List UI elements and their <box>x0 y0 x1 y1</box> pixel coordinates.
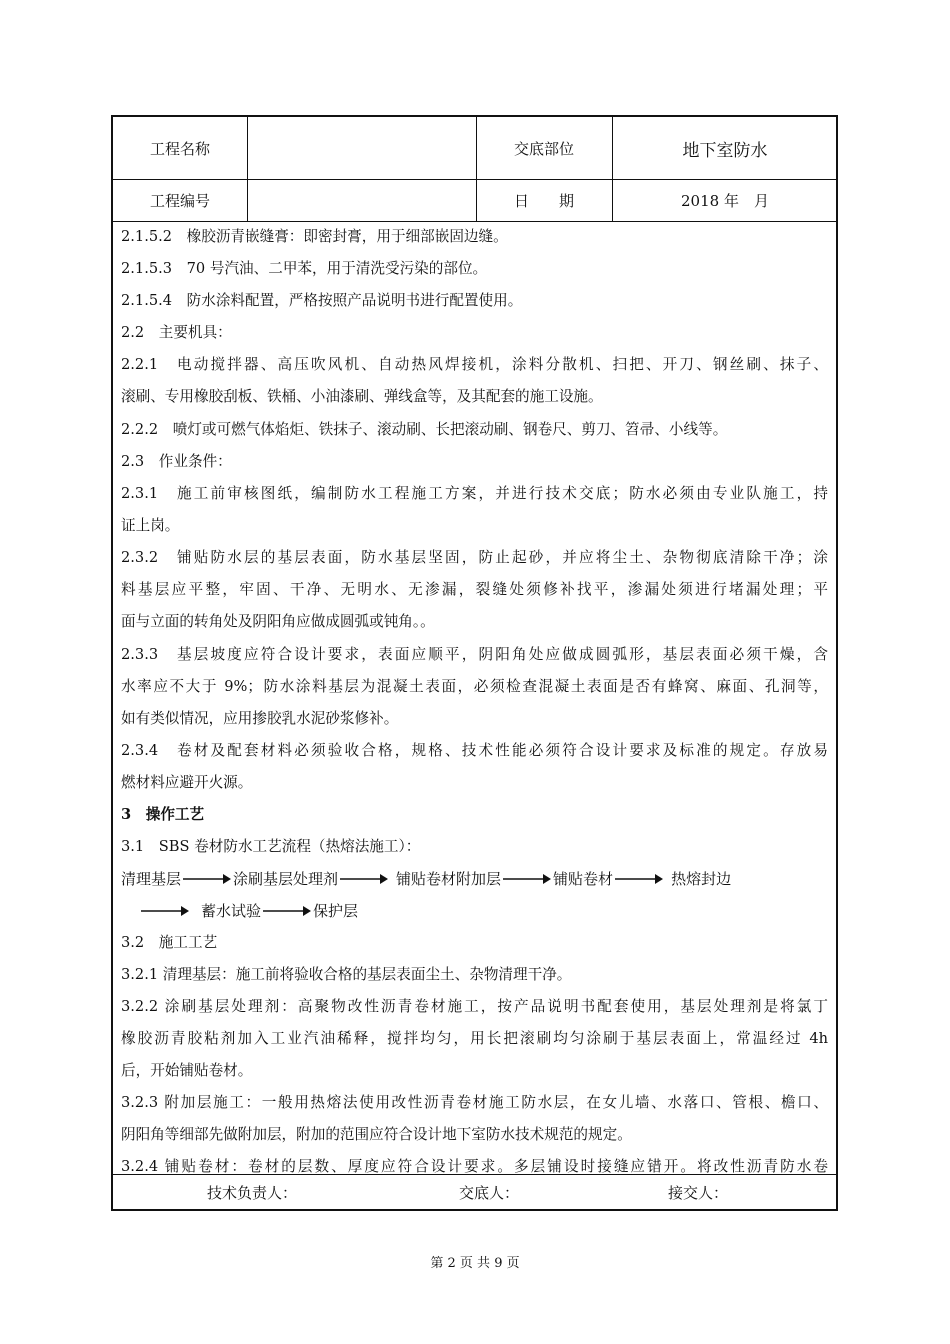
location-label: 交底部位 <box>513 139 574 158</box>
text-line: 2.2.1 电动搅拌器、高压吹风机、自动热风焊接机，涂料分散机、扫把、开刀、钢丝刷、抹子、 <box>121 356 828 373</box>
date-label: 日 期 <box>513 191 574 210</box>
arrow-right-icon <box>183 872 231 886</box>
text-line: 料基层应平整，牢固、干净、无明水、无渗漏，裂缝处须修补找平，渗漏处须进行堵漏处理；平 <box>121 581 828 598</box>
page-number: 第 2 页 共 9 页 <box>430 1256 520 1271</box>
text-line: 2.3.1 施工前审核图纸，编制防水工程施工方案，并进行技术交底；防水必须由专业队施工，持 <box>121 485 828 502</box>
flow-step: 铺贴卷材附加层 <box>396 870 502 888</box>
text-line: 2.3.2 铺贴防水层的基层表面，防水基层坚固，防止起砂，并应将尘土、杂物彻底清除干净；涂 <box>121 549 828 566</box>
arrow-right-icon <box>141 904 189 918</box>
text-line: 3.2.2 涂刷基层处理剂：高聚物改性沥青卷材施工，按产品说明书配套使用，基层处理剂是将氯丁 <box>121 998 828 1015</box>
text-line: 水率应不大于 9%；防水涂料基层为混凝土表面，必须检查混凝土表面是否有蜂窝、麻面、孔洞等， <box>121 678 828 695</box>
flow-step: 涂刷基层处理剂 <box>233 870 339 888</box>
process-flow-row-2 <box>121 895 828 927</box>
text-line: 2.3.4 卷材及配套材料必须验收合格，规格、技术性能必须符合设计要求及标准的规定。存放易 <box>121 742 828 759</box>
arrow-right-icon <box>263 904 311 918</box>
project-no-label: 工程编号 <box>149 191 210 210</box>
text-line: 3.1 SBS 卷材防水工艺流程（热熔法施工）： <box>121 838 421 855</box>
text-line: 后，开始铺贴卷材。 <box>121 1062 253 1079</box>
text-line: 阴阳角等细部先做附加层，附加的范围应符合设计地下室防水技术规范的规定。 <box>121 1126 632 1143</box>
section-heading: 3 操作工艺 <box>121 806 205 823</box>
flow-step: 保护层 <box>313 902 359 920</box>
disclosure-form <box>111 115 838 1211</box>
text-line: 2.1.5.2 橡胶沥青嵌缝膏：即密封膏，用于细部嵌固边缝。 <box>121 228 508 245</box>
presenter-signature: 交底人： <box>459 1184 520 1202</box>
text-line: 3.2 施工工艺 <box>121 934 218 951</box>
text-line: 2.2.2 喷灯或可燃气体焰炬、铁抹子、滚动刷、长把滚动刷、钢卷尺、剪刀、笤帚、小线等。 <box>121 421 728 438</box>
flow-step: 蓄水试验 <box>201 902 262 920</box>
text-line: 2.2 主要机具： <box>121 324 232 341</box>
signature-row <box>113 1174 836 1209</box>
arrow-right-icon <box>340 872 388 886</box>
flow-step: 铺贴卷材 <box>553 870 614 888</box>
flow-step: 热熔封边 <box>671 870 732 888</box>
project-name-label: 工程名称 <box>149 139 210 158</box>
process-flow-row-1 <box>121 863 828 895</box>
text-line: 证上岗。 <box>121 517 180 534</box>
text-line: 2.3 作业条件： <box>121 453 232 470</box>
text-line: 橡胶沥青胶粘剂加入工业汽油稀释，搅拌均匀，用长把滚刷均匀涂刷于基层表面上，常温经过 4h <box>121 1030 828 1047</box>
text-line: 燃材料应避开火源。 <box>121 774 253 791</box>
project-no-value <box>247 179 476 221</box>
text-line: 滚刷、专用橡胶刮板、铁桶、小油漆刷、弹线盒等，及其配套的施工设施。 <box>121 388 603 405</box>
text-line: 2.1.5.4 防水涂料配置，严格按照产品说明书进行配置使用。 <box>121 292 523 309</box>
location-value: 地下室防水 <box>682 140 768 161</box>
flow-step: 清理基层 <box>121 870 182 888</box>
text-line: 3.2.3 附加层施工：一般用热熔法使用改性沥青卷材施工防水层，在女儿墙、水落口、管根、檐口、 <box>121 1094 828 1111</box>
text-line: 2.3.3 基层坡度应符合设计要求，表面应顺平，阴阳角处应做成圆弧形，基层表面必须干燥，含 <box>121 646 828 663</box>
text-line: 面与立面的转角处及阴阳角应做成圆弧或钝角。。 <box>121 613 435 630</box>
tech-lead-signature: 技术负责人： <box>207 1184 298 1202</box>
project-name-value <box>247 117 476 179</box>
text-line: 如有类似情况，应用掺胶乳水泥砂浆修补。 <box>121 710 399 727</box>
date-value: 2018 年 月 <box>681 191 769 210</box>
arrow-right-icon <box>503 872 551 886</box>
text-line: 2.1.5.3 70 号汽油、二甲苯，用于清洗受污染的部位。 <box>121 260 488 277</box>
text-line: 3.2.1 清理基层：施工前将验收合格的基层表面尘土、杂物清理干净。 <box>121 966 572 983</box>
arrow-right-icon <box>615 872 663 886</box>
text-line: 3.2.4 铺贴卷材：卷材的层数、厚度应符合设计要求。多层铺设时接缝应错开。将改性沥青防水卷 <box>121 1158 828 1175</box>
receiver-signature: 接交人： <box>668 1184 729 1202</box>
